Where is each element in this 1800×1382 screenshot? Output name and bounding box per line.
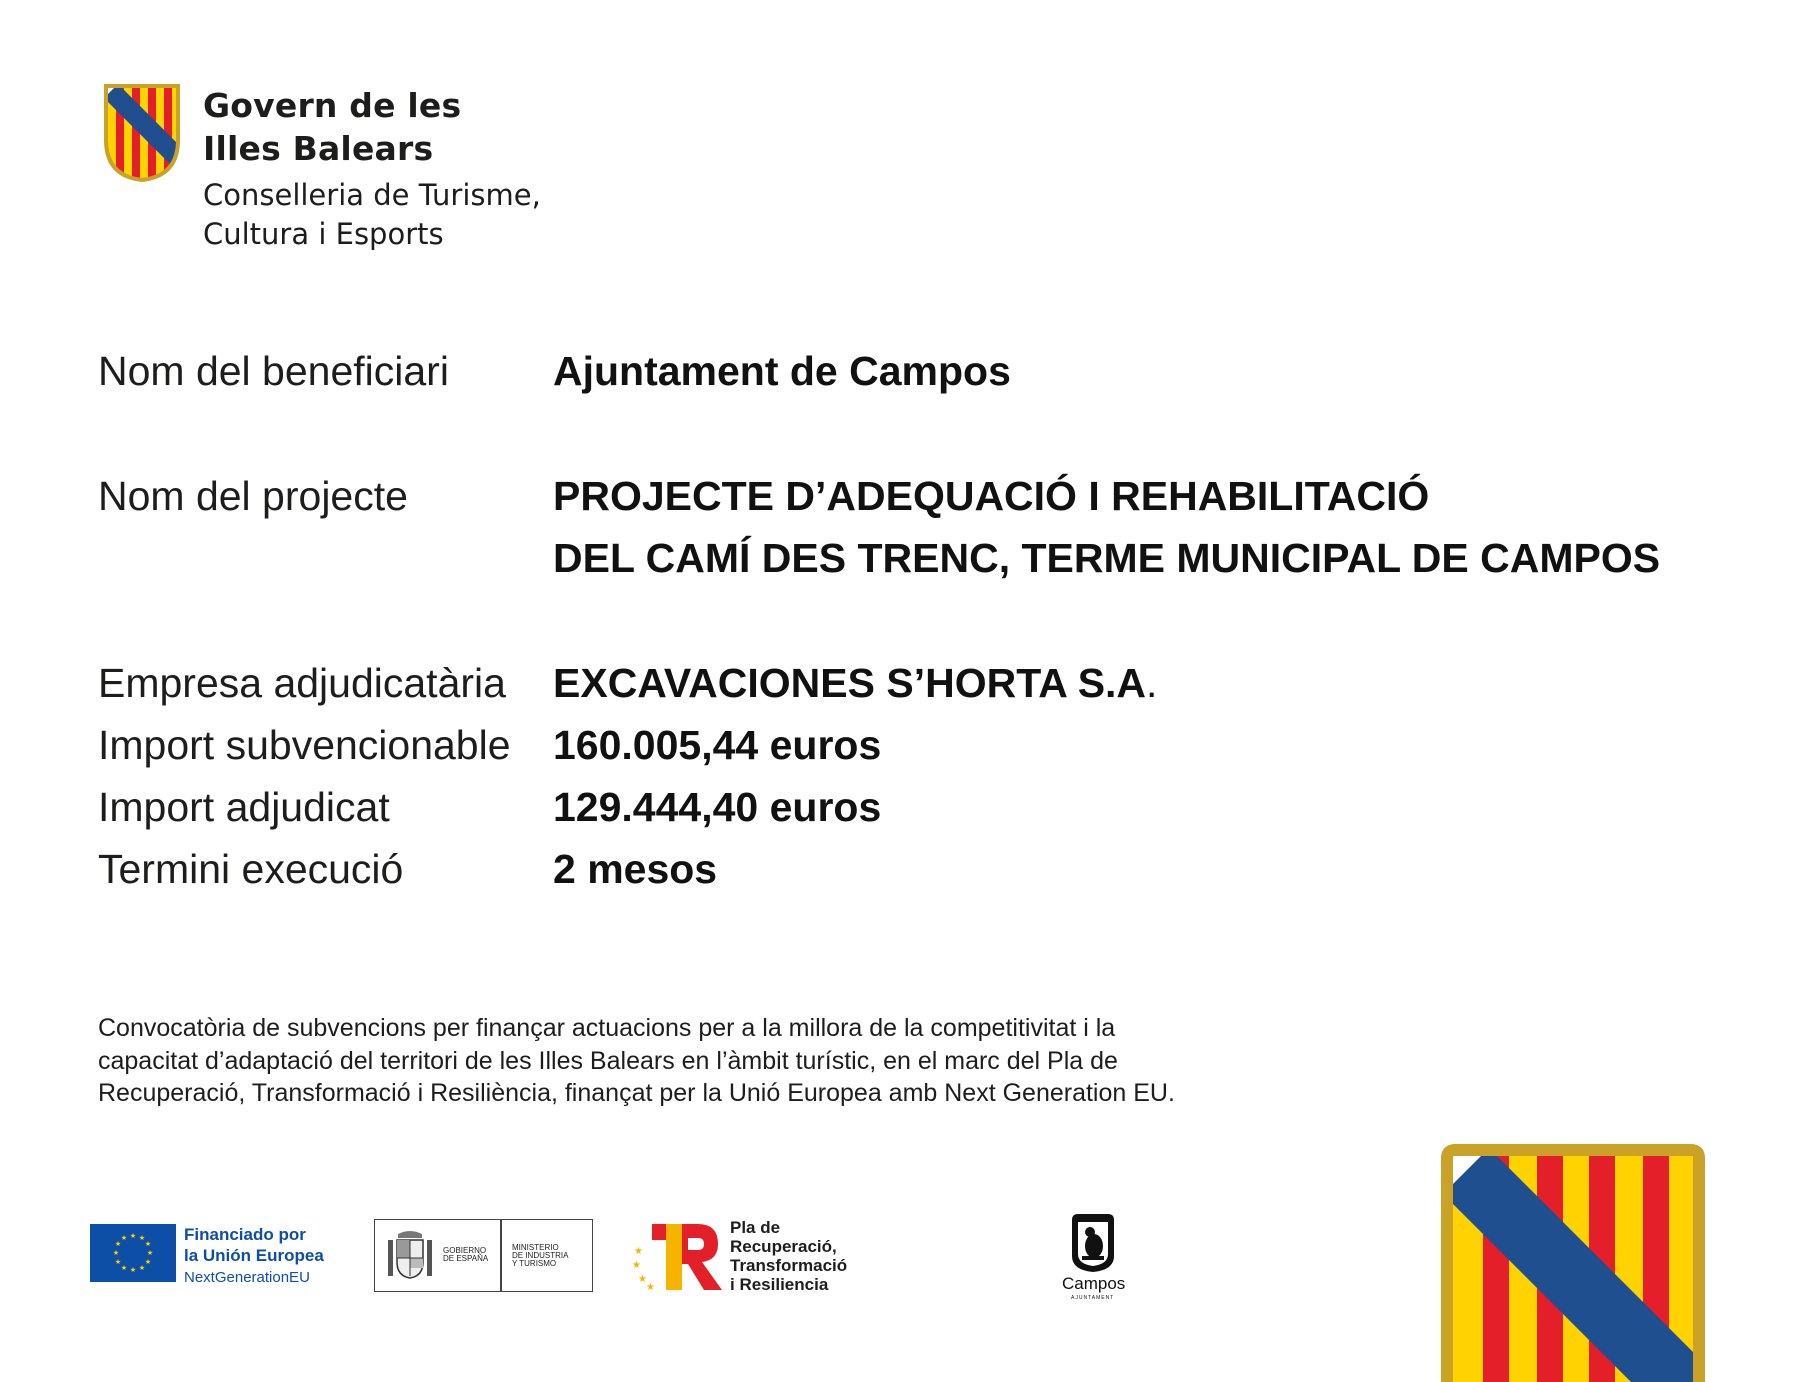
empresa-suffix: . — [1146, 660, 1158, 706]
prtr-line1: Pla de — [730, 1218, 781, 1237]
svg-text:★: ★ — [114, 1258, 122, 1266]
svg-text:★: ★ — [144, 1258, 152, 1266]
projecte-value-line1: PROJECTE D’ADEQUACIÓ I REHABILITACIÓ — [553, 473, 1430, 519]
govern-line1: Govern de les — [203, 86, 462, 125]
beneficiari-value: Ajuntament de Campos — [553, 348, 1011, 394]
campos-coat-of-arms-icon — [1068, 1212, 1118, 1274]
import-adjudicat-label: Import adjudicat — [98, 784, 390, 830]
prtr-text — [730, 1218, 847, 1294]
empresa-name: EXCAVACIONES S’HORTA S.A — [553, 660, 1147, 706]
prtr-logo-icon — [632, 1220, 724, 1292]
svg-text:★: ★ — [634, 1246, 643, 1257]
import-adjudicat-value: 129.444,40 euros — [553, 784, 882, 830]
gobierno-logo-divider — [500, 1219, 502, 1292]
import-subvencionable-value: 160.005,44 euros — [553, 722, 882, 768]
svg-text:★: ★ — [129, 1232, 137, 1240]
empresa-label: Empresa adjudicatària — [98, 660, 506, 706]
svg-text:★: ★ — [120, 1264, 128, 1272]
svg-text:★: ★ — [138, 1264, 146, 1272]
balearic-shield-large-icon — [1437, 1142, 1709, 1382]
govern-title — [203, 84, 461, 170]
gobierno-line1: GOBIERNO — [443, 1246, 487, 1255]
import-subvencionable-label: Import subvencionable — [98, 722, 511, 768]
termini-value: 2 mesos — [553, 846, 718, 892]
gobierno-text — [443, 1247, 488, 1263]
svg-text:★: ★ — [646, 1282, 655, 1292]
funding-footnote — [98, 1012, 1358, 1110]
footnote-line2: capacitat d’adaptació del territori de les Illes Balears en l’àmbit turístic, en el marc del Pla de — [98, 1046, 1118, 1075]
svg-text:★: ★ — [129, 1266, 137, 1274]
svg-text:★: ★ — [112, 1249, 120, 1257]
beneficiari-label: Nom del beneficiari — [98, 348, 449, 394]
projecte-value-line2: DEL CAMÍ DES TRENC, TERME MUNICIPAL DE CAMPOS — [553, 535, 1661, 581]
empresa-value — [553, 660, 1157, 707]
projecte-label: Nom del projecte — [98, 473, 408, 519]
footnote-line1: Convocatòria de subvencions per finançar actuacions per a la millora de la competitivitat i la — [98, 1014, 1116, 1042]
svg-text:★: ★ — [120, 1234, 128, 1242]
termini-label: Termini execució — [98, 846, 404, 892]
svg-text:★: ★ — [114, 1240, 122, 1248]
ministerio-text — [512, 1244, 568, 1268]
spain-coat-of-arms-icon — [384, 1228, 436, 1284]
campos-subtitle: AJUNTAMENT — [1071, 1295, 1115, 1301]
eu-line2: la Unión Europea — [184, 1246, 324, 1265]
govern-line2: Illes Balears — [203, 129, 434, 168]
svg-text:★: ★ — [638, 1274, 647, 1285]
ministerio-line1: MINISTERIO — [512, 1243, 559, 1252]
gobierno-line2: DE ESPAÑA — [443, 1254, 489, 1263]
campos-name: Campos — [1062, 1274, 1126, 1293]
prtr-line2: Recuperació, — [730, 1237, 837, 1256]
balearic-shield-icon — [102, 82, 182, 184]
footnote-line3: Recuperació, Transformació i Resiliència, finançat per la Unió Europea amb Next Generation EU. — [98, 1079, 1175, 1107]
eu-line1: Financiado por — [184, 1225, 306, 1244]
conselleria-name — [203, 176, 541, 254]
ministerio-line3: Y TURISMO — [512, 1259, 557, 1268]
prtr-line3: Transformació — [730, 1256, 848, 1275]
svg-text:★: ★ — [144, 1240, 152, 1248]
eu-line3: NextGenerationEU — [184, 1269, 310, 1286]
svg-text:★: ★ — [138, 1234, 146, 1242]
eu-flag-icon — [90, 1224, 176, 1282]
eu-funding-text — [184, 1224, 324, 1288]
conselleria-line1: Conselleria de Turisme, — [203, 178, 541, 212]
ministerio-line2: DE INDUSTRIA — [512, 1251, 569, 1260]
svg-text:★: ★ — [146, 1249, 154, 1257]
conselleria-line2: Cultura i Esports — [203, 217, 444, 251]
svg-text:★: ★ — [632, 1260, 641, 1271]
prtr-line4: i Resiliencia — [730, 1275, 829, 1294]
